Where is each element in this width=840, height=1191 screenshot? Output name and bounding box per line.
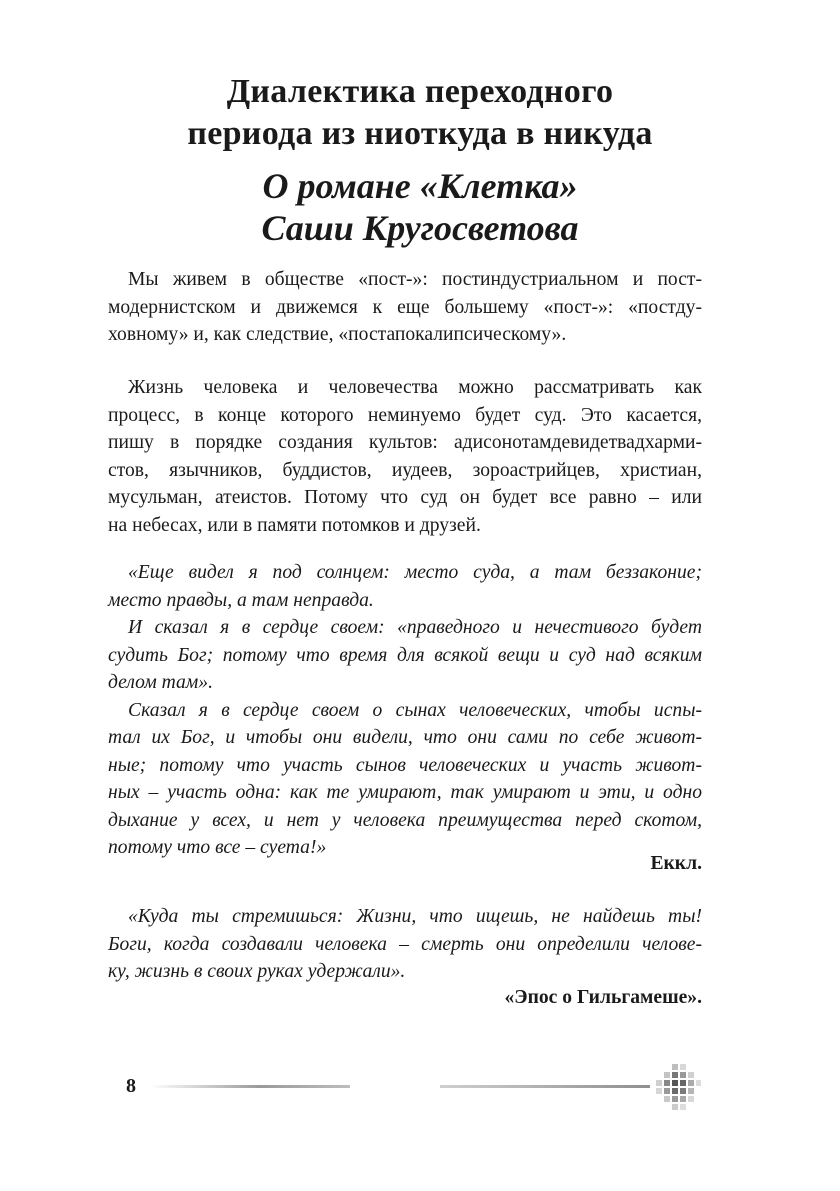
quote-line: ные; потому что участь сынов человеческих и участь живот- xyxy=(108,754,702,776)
quote-line: судить Бог; потому что время для всякой вещи и суд над всяким xyxy=(108,644,702,666)
text-line: ховному» и, как следствие, «постапокалипсическому». xyxy=(108,324,567,345)
epigraph-gilgamesh xyxy=(108,903,702,986)
chapter-title-line: Диалектика переходного xyxy=(226,73,614,110)
quote-line: место правды, а там неправда. xyxy=(108,589,374,611)
text-line: пишу в порядке создания культов: адисонотамдевидетвадхарми- xyxy=(108,432,702,453)
text-line: модернистском и движемся к еще большему «пост-»: «постду- xyxy=(108,296,702,318)
text-line: мусульман, атеистов. Потому что суд он будет все равно – или xyxy=(108,487,702,508)
quote-line: делом там». xyxy=(108,672,213,693)
paragraph-post xyxy=(108,266,702,349)
text-line: процесс, в конце которого неминуемо будет суд. Это касается, xyxy=(108,404,702,426)
epigraph-ecclesiastes xyxy=(108,559,702,862)
chapter-subtitle xyxy=(60,165,780,249)
chapter-subtitle-line: Саши Кругосветова xyxy=(261,208,579,248)
quote-line: ку, жизнь в своих руках удержали». xyxy=(108,961,406,982)
quote-line: Сказал я в сердце своем о сынах человеческих, чтобы испы- xyxy=(128,699,702,721)
quote-line: дыхание у всех, и нет у человека преимущества перед скотом, xyxy=(108,809,702,831)
pixel-ornament-icon xyxy=(652,1062,702,1112)
attribution-ecclesiastes: Еккл. xyxy=(650,853,702,874)
quote-line: И сказал я в сердце своем: «праведного и нечестивого будет xyxy=(128,617,702,638)
quote-line: «Куда ты стремишься: Жизни, что ищешь, не найдешь ты! xyxy=(128,906,702,927)
chapter-title xyxy=(60,71,780,155)
paragraph-judgement xyxy=(108,374,702,539)
text-line: Жизнь человека и человечества можно рассматривать как xyxy=(128,377,702,398)
quote-line: потому что все – суета!» xyxy=(108,837,327,858)
quote-line: «Еще видел я под солнцем: место суда, а там беззаконие; xyxy=(128,562,702,583)
text-line: на небесах, или в памяти потомков и друзей. xyxy=(108,514,481,536)
text-line: Мы живем в обществе «пост-»: постиндустриальном и пост- xyxy=(128,269,702,290)
attribution-gilgamesh: «Эпос о Гильгамеше». xyxy=(504,987,702,1008)
chapter-subtitle-line: О романе «Клетка» xyxy=(262,166,578,206)
quote-line: ных – участь одна: как те умирают, так умирают и эти, и одно xyxy=(108,782,702,803)
chapter-title-line: периода из ниоткуда в никуда xyxy=(187,115,653,152)
quote-line: тал их Бог, и чтобы они видели, что они сами по себе живот- xyxy=(108,727,702,748)
footer-rule-left xyxy=(150,1085,350,1088)
footer-rule-right xyxy=(440,1085,650,1088)
page-number: 8 xyxy=(126,1075,136,1097)
quote-line: Боги, когда создавали человека – смерть они определили челове- xyxy=(108,933,702,955)
text-line: стов, язычников, буддистов, иудеев, зороастрийцев, христиан, xyxy=(108,459,702,481)
